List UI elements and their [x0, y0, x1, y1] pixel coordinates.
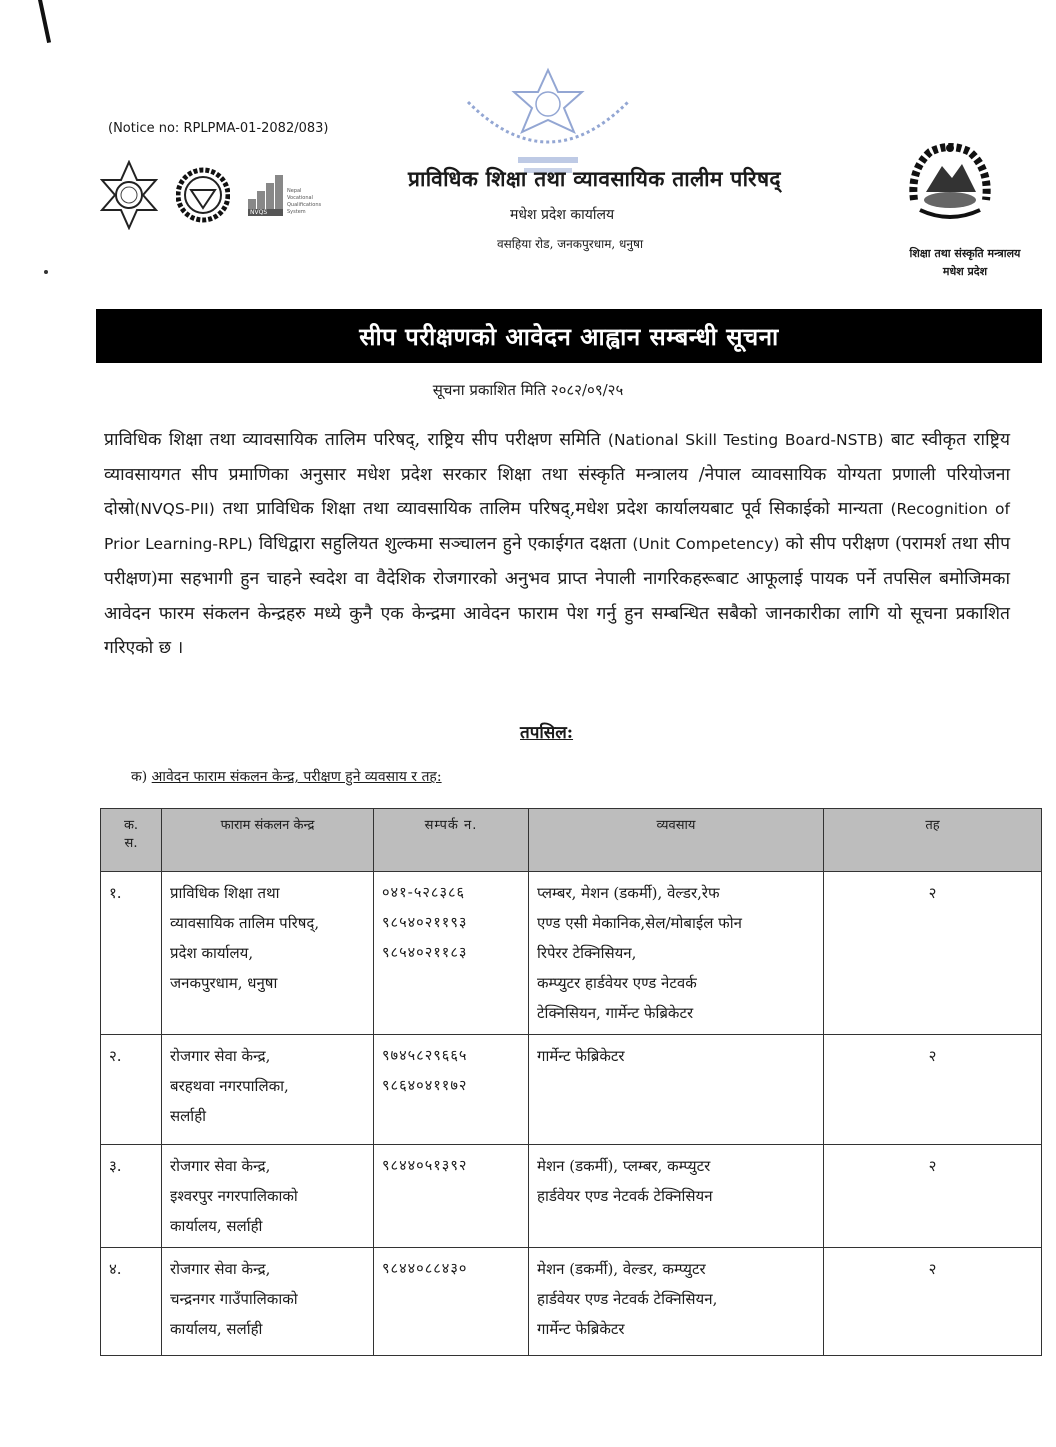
- org-address: वसहिया रोड, जनकपुरधाम, धनुषा: [497, 237, 644, 251]
- header-center: फाराम संकलन केन्द्र: [162, 809, 374, 872]
- body-text-2: बाट स्वीकृत राष्ट्रिय व्यावसायगत सीप प्रमाणिका अनुसार मधेश प्रदेश सरकार शिक्षा तथा संस्कृति मन्त्रालय /नेपाल व्यावसायिक योग्यता प्रणाली परियोजना दोस्रो: [104, 430, 1010, 520]
- notice-title-bar: [96, 309, 1042, 363]
- body-en-nstb: (National Skill Testing Board-NSTB): [607, 431, 884, 449]
- table-row: [101, 1145, 1042, 1248]
- ministry-province: मधेश प्रदेश: [942, 265, 988, 278]
- cell-center: प्राविधिक शिक्षा तथा व्यावसायिक तालिम परिषद्, प्रदेश कार्यालय, जनकपुरधाम, धनुषा: [162, 872, 374, 1035]
- body-text-5: को सीप परीक्षण (परामर्श तथा सीप परीक्षण)मा सहभागी हुन चाहने स्वदेश वा वैदेशिक रोजगारको अनुभव प्राप्त नेपाली नागरिकहरूबाट आफूलाई पायक पर्ने तपसिल बमोजिमका आवेदन फारम संकलन केन्द्रहरु मध्ये कुनै एक केन्द्रमा आवेदन फाराम पेश गर्नु हुन सम्बन्धित सबैको जानकारीका लागि यो सूचना प्रकाशित गरिएको छ ।: [104, 534, 1011, 659]
- cell-sn: २.: [101, 1035, 162, 1145]
- body-text-1: प्राविधिक शिक्षा तथा व्यावसायिक तालिम परिषद्, राष्ट्रिय सीप परीक्षण समिति: [104, 430, 608, 450]
- nepal-emblem-icon: [906, 140, 994, 226]
- body-en-unit: (Unit Competency): [632, 535, 780, 554]
- notice-body: [104, 423, 1010, 666]
- body-en-nvqs: (NVQS-PII): [134, 500, 215, 519]
- header-sn: क. स.: [101, 809, 162, 872]
- ministry-label: [890, 245, 1040, 281]
- cell-phone: ०४१-५२८३८६ ९८५४०२११९३ ९८५४०२११८३: [374, 872, 529, 1035]
- org-office: मधेश प्रदेश कार्यालय: [510, 207, 615, 223]
- header-phone: सम्पर्क न.: [374, 809, 529, 872]
- org-name: प्राविधिक शिक्षा तथा व्यावसायिक तालीम परिषद्: [408, 166, 781, 191]
- cell-sn: ४.: [101, 1248, 162, 1356]
- cell-phone: ९८४४०५१३९२: [374, 1145, 529, 1248]
- nvqs-text-2: Vocational: [287, 194, 313, 201]
- published-date: सूचना प्रकाशित मिति २०८२/०९/२५: [432, 381, 624, 399]
- notice-title: सीप परीक्षणको आवेदन आह्वान सम्बन्धी सूचना: [359, 321, 779, 351]
- cell-center: रोजगार सेवा केन्द्र, बरहथवा नगरपालिका, सर्लाही: [162, 1035, 374, 1145]
- table-row: [101, 1035, 1042, 1145]
- pen-mark: [38, 0, 51, 43]
- cell-center: रोजगार सेवा केन्द्र, चन्द्रनगर गाउँपालिकाको कार्यालय, सर्लाही: [162, 1248, 374, 1356]
- table-row: [101, 1248, 1042, 1356]
- nvqs-text-3: Qualifications: [287, 201, 322, 208]
- cell-phone: ९८४४०८८४३०: [374, 1248, 529, 1356]
- cell-center: रोजगार सेवा केन्द्र, इश्वरपुर नगरपालिकाको कार्यालय, सर्लाही: [162, 1145, 374, 1248]
- cell-trade: मेशन (डकर्मी), प्लम्बर, कम्प्युटर हार्डवेयर एण्ड नेटवर्क टेक्निसियन: [529, 1145, 824, 1248]
- cell-sn: १.: [101, 872, 162, 1035]
- cell-sn: ३.: [101, 1145, 162, 1248]
- sub-heading: [131, 767, 442, 786]
- nvqs-text-1: Nepal: [287, 187, 302, 194]
- sub-heading-marker: क): [131, 769, 148, 785]
- cell-trade: प्लम्बर, मेशन (डकर्मी), वेल्डर,रेफ एण्ड एसी मेकानिक,सेल/मोबाईल फोन रिपेरर टेक्निसियन, कम्प्युटर हार्डवेयर एण्ड नेटवर्क टेक्निसियन, गार्मेन्ट फेब्रिकेटर: [529, 872, 824, 1035]
- scan-speck: [44, 270, 48, 274]
- cell-trade: मेशन (डकर्मी), वेल्डर, कम्प्युटर हार्डवेयर एण्ड नेटवर्क टेक्निसियन, गार्मेन्ट फेब्रिकेटर: [529, 1248, 824, 1356]
- ministry-name: शिक्षा तथा संस्कृति मन्त्रालय: [909, 247, 1021, 260]
- table-header-row: [101, 809, 1042, 872]
- cell-level: २: [824, 1035, 1042, 1145]
- cell-trade: गार्मेन्ट फेब्रिकेटर: [529, 1035, 824, 1145]
- cell-level: २: [824, 1145, 1042, 1248]
- partner-logos: [100, 160, 321, 230]
- header-level: तह: [824, 809, 1042, 872]
- gear-seal-logo-icon: [176, 166, 230, 224]
- body-en-rpl: (Recognition of Prior Learning-RPL): [104, 500, 1010, 554]
- sub-heading-text: आवेदन फाराम संकलन केन्द्र, परीक्षण हुने व्यवसाय र तह:: [151, 769, 442, 785]
- notice-number: (Notice no: RPLPMA-01-2082/083): [108, 121, 329, 136]
- ctevt-star-logo-icon: [100, 160, 158, 230]
- header-trade: व्यवसाय: [529, 809, 824, 872]
- cell-level: २: [824, 1248, 1042, 1356]
- schedule-heading: तपसिल:: [520, 723, 574, 743]
- nvqs-text-4: System: [287, 208, 306, 215]
- collection-centers-table: [100, 808, 1042, 1356]
- body-text-3: तथा प्राविधिक शिक्षा तथा व्यावसायिक तालिम परिषद्,मधेश प्रदेश कार्यालयबाट पूर्व सिकाईको मान्यता: [214, 499, 891, 520]
- cell-level: २: [824, 872, 1042, 1035]
- body-text-4: विधिद्वारा सहुलियत शुल्कमा सञ्चालन हुने एकाईगत दक्षता: [252, 534, 633, 555]
- table-row: [101, 872, 1042, 1035]
- nvqs-logo-icon: [248, 175, 321, 216]
- cell-phone: ९७४५८२९६६५ ९८६४०४११७२: [374, 1035, 529, 1145]
- nvqs-tag: NVQS: [248, 209, 283, 216]
